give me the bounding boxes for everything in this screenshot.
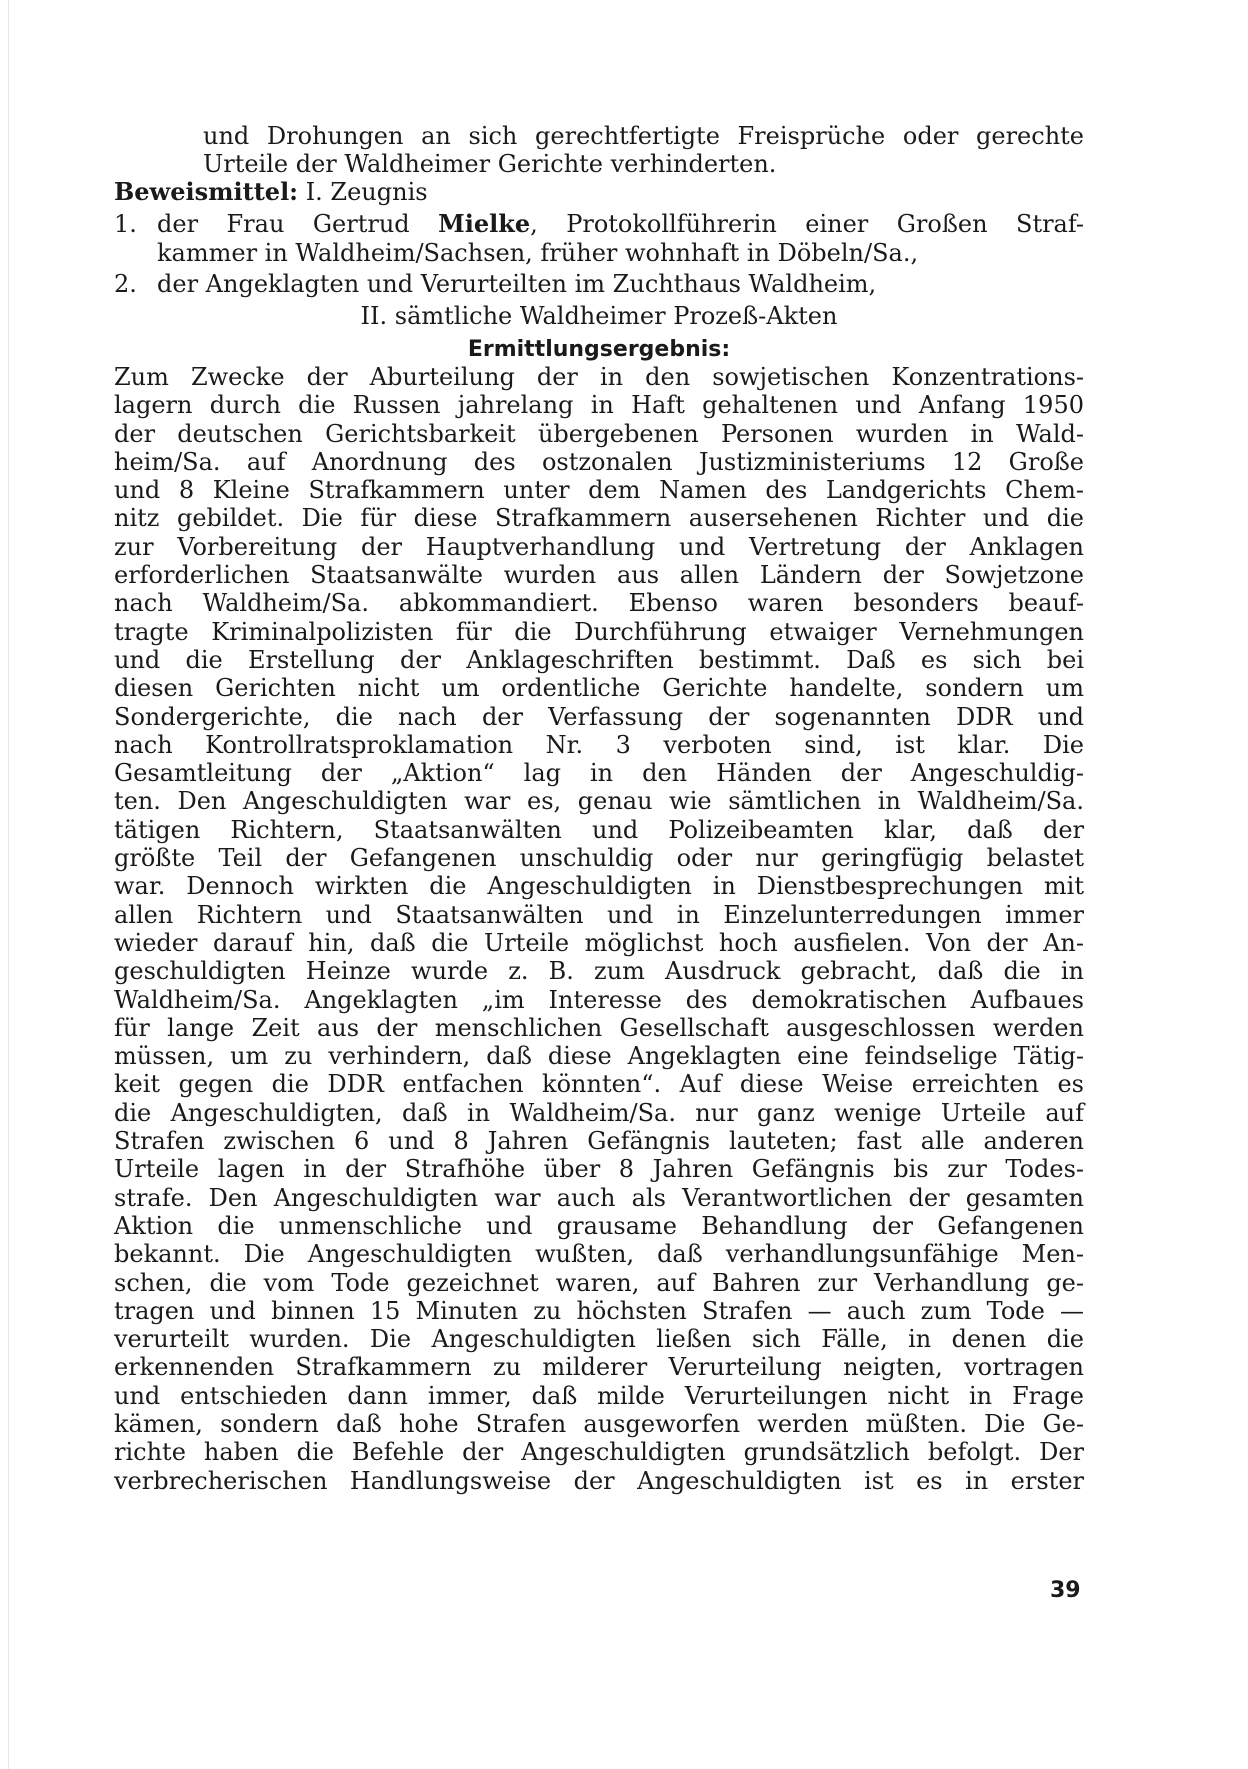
text-line: keit gegen die DDR entfachen könnten“. Auf diese Weise erreichten es [114, 1070, 1084, 1099]
text-line: Sondergerichte, die nach der Verfassung der sogenannten DDR und [114, 702, 1084, 731]
text-line: lagern durch die Russen jahrelang in Haft gehaltenen und Anfang 1950 [114, 391, 1084, 420]
evidence-item [114, 210, 1084, 267]
text-line: nach Waldheim/Sa. abkommandiert. Ebenso waren besonders beauf- [114, 589, 1084, 618]
text-line: der Frau Gertrud Mielke, Protokollführerin einer Großen Straf- [157, 209, 1085, 239]
page-number: 39 [1050, 1578, 1081, 1603]
section-heading: Ermittlungsergebnis: [467, 337, 731, 362]
text-line: und entschieden dann immer, daß milde Verurteilungen nicht in Frage [114, 1381, 1084, 1410]
evidence-item [114, 270, 1084, 298]
text-line: Zum Zwecke der Aburteilung der in den sowjetischen Konzentrations- [114, 363, 1084, 391]
text-line: richte haben die Befehle der Angeschuldigten grundsätzlich befolgt. Der [114, 1438, 1084, 1467]
text-line: Strafen zwischen 6 und 8 Jahren Gefängnis lauteten; fast alle anderen [114, 1127, 1084, 1156]
text-line: größte Teil der Gefangenen unschuldig oder nur geringfügig belastet [114, 844, 1084, 873]
text-line: geschuldigten Heinze wurde z. B. zum Ausdruck gebracht, daß die in [114, 957, 1084, 986]
item-number: 1. [114, 210, 137, 239]
text-line: zur Vorbereitung der Hauptverhandlung und Vertretung der Anklagen [114, 532, 1084, 561]
text-line: Urteile lagen in der Strafhöhe über 8 Jahren Gefängnis bis zur Todes- [114, 1155, 1084, 1184]
text-line: bekannt. Die Angeschuldigten wußten, daß verhandlungsunfähige Men- [114, 1240, 1084, 1269]
text-line: wieder darauf hin, daß die Urteile möglichst hoch ausfielen. Von der An- [114, 928, 1084, 957]
text-line: tätigen Richtern, Staatsanwälten und Polizeibeamten klar, daß der [114, 815, 1084, 844]
text-line: allen Richtern und Staatsanwälten und in Einzelunterredungen immer [114, 900, 1084, 929]
text-line: die Angeschuldigten, daß in Waldheim/Sa. nur ganz wenige Urteile auf [114, 1098, 1084, 1127]
text-line: diesen Gerichten nicht um ordentliche Gerichte handelte, sondern um [114, 674, 1084, 703]
text-line: kämen, sondern daß hohe Strafen ausgeworfen werden müßten. Die Ge- [114, 1409, 1084, 1438]
text-line: heim/Sa. auf Anordnung des ostzonalen Justizministeriums 12 Große [114, 447, 1084, 476]
text-line: erforderlichen Staatsanwälte wurden aus allen Ländern der Sowjetzone [114, 561, 1084, 590]
text-line: ten. Den Angeschuldigten war es, genau wie sämtlichen in Waldheim/Sa. [114, 787, 1084, 816]
evidence-section [114, 178, 1084, 330]
text-line: tragte Kriminalpolizisten für die Durchführung etwaiger Vernehmungen [114, 617, 1084, 646]
evidence-first: I. Zeugnis [305, 178, 428, 206]
evidence-second: II. sämtliche Waldheimer Prozeß-Akten [360, 302, 838, 331]
text-line: und 8 Kleine Strafkammern unter dem Namen des Landgerichts Chem- [114, 476, 1084, 505]
intro-paragraph [114, 122, 1084, 179]
text-line: war. Dennoch wirkten die Angeschuldigten in Dienstbesprechungen mit [114, 872, 1084, 901]
text-line: nach Kontrollratsproklamation Nr. 3 verboten sind, ist klar. Die [114, 730, 1084, 759]
text-line: Gesamtleitung der „Aktion“ lag in den Händen der Angeschuldig- [114, 759, 1084, 788]
evidence-header [114, 178, 1084, 206]
text-line: erkennenden Strafkammern zu milderer Verurteilung neigten, vortragen [114, 1353, 1084, 1382]
text-line: der deutschen Gerichtsbarkeit übergebenen Personen wurden in Wald- [114, 419, 1084, 448]
witness-name: Mielke [438, 209, 531, 239]
text-line: Aktion die unmenschliche und grausame Behandlung der Gefangenen [114, 1211, 1084, 1240]
text-line: tragen und binnen 15 Minuten zu höchsten Strafen — auch zum Tode — [114, 1296, 1084, 1325]
text-line: verbrecherischen Handlungsweise der Angeschuldigten ist es in erster [114, 1466, 1084, 1495]
evidence-label: Beweismittel: [114, 177, 299, 206]
text-line: strafe. Den Angeschuldigten war auch als Verantwortlichen der gesamten [114, 1183, 1084, 1212]
text-line: müssen, um zu verhindern, daß diese Angeklagten eine feindselige Tätig- [114, 1042, 1084, 1071]
text-line: der Angeklagten und Verurteilten im Zuchthaus Waldheim, [157, 269, 877, 298]
item-number: 2. [114, 269, 137, 298]
scan-edge [8, 0, 9, 1769]
text-line: nitz gebildet. Die für diese Strafkammern ausersehenen Richter und die [114, 504, 1084, 533]
text-line: schen, die vom Tode gezeichnet waren, auf Bahren zur Verhandlung ge- [114, 1268, 1084, 1297]
text-line: Urteile der Waldheimer Gerichte verhinderten. [203, 150, 777, 179]
text-line: kammer in Waldheim/Sachsen, früher wohnhaft in Döbeln/Sa., [157, 238, 919, 267]
text-line: verurteilt wurden. Die Angeschuldigten ließen sich Fälle, in denen die [114, 1325, 1084, 1354]
text-line: und die Erstellung der Anklageschriften bestimmt. Daß es sich bei [114, 645, 1084, 674]
findings-heading-block [114, 336, 1084, 364]
text-line: Waldheim/Sa. Angeklagten „im Interesse des demokratischen Aufbaues [114, 985, 1084, 1014]
findings-paragraph [114, 363, 1084, 1495]
text-line: für lange Zeit aus der menschlichen Gesellschaft ausgeschlossen werden [114, 1013, 1084, 1042]
text-line: und Drohungen an sich gerechtfertigte Freisprüche oder gerechte [203, 122, 1084, 150]
